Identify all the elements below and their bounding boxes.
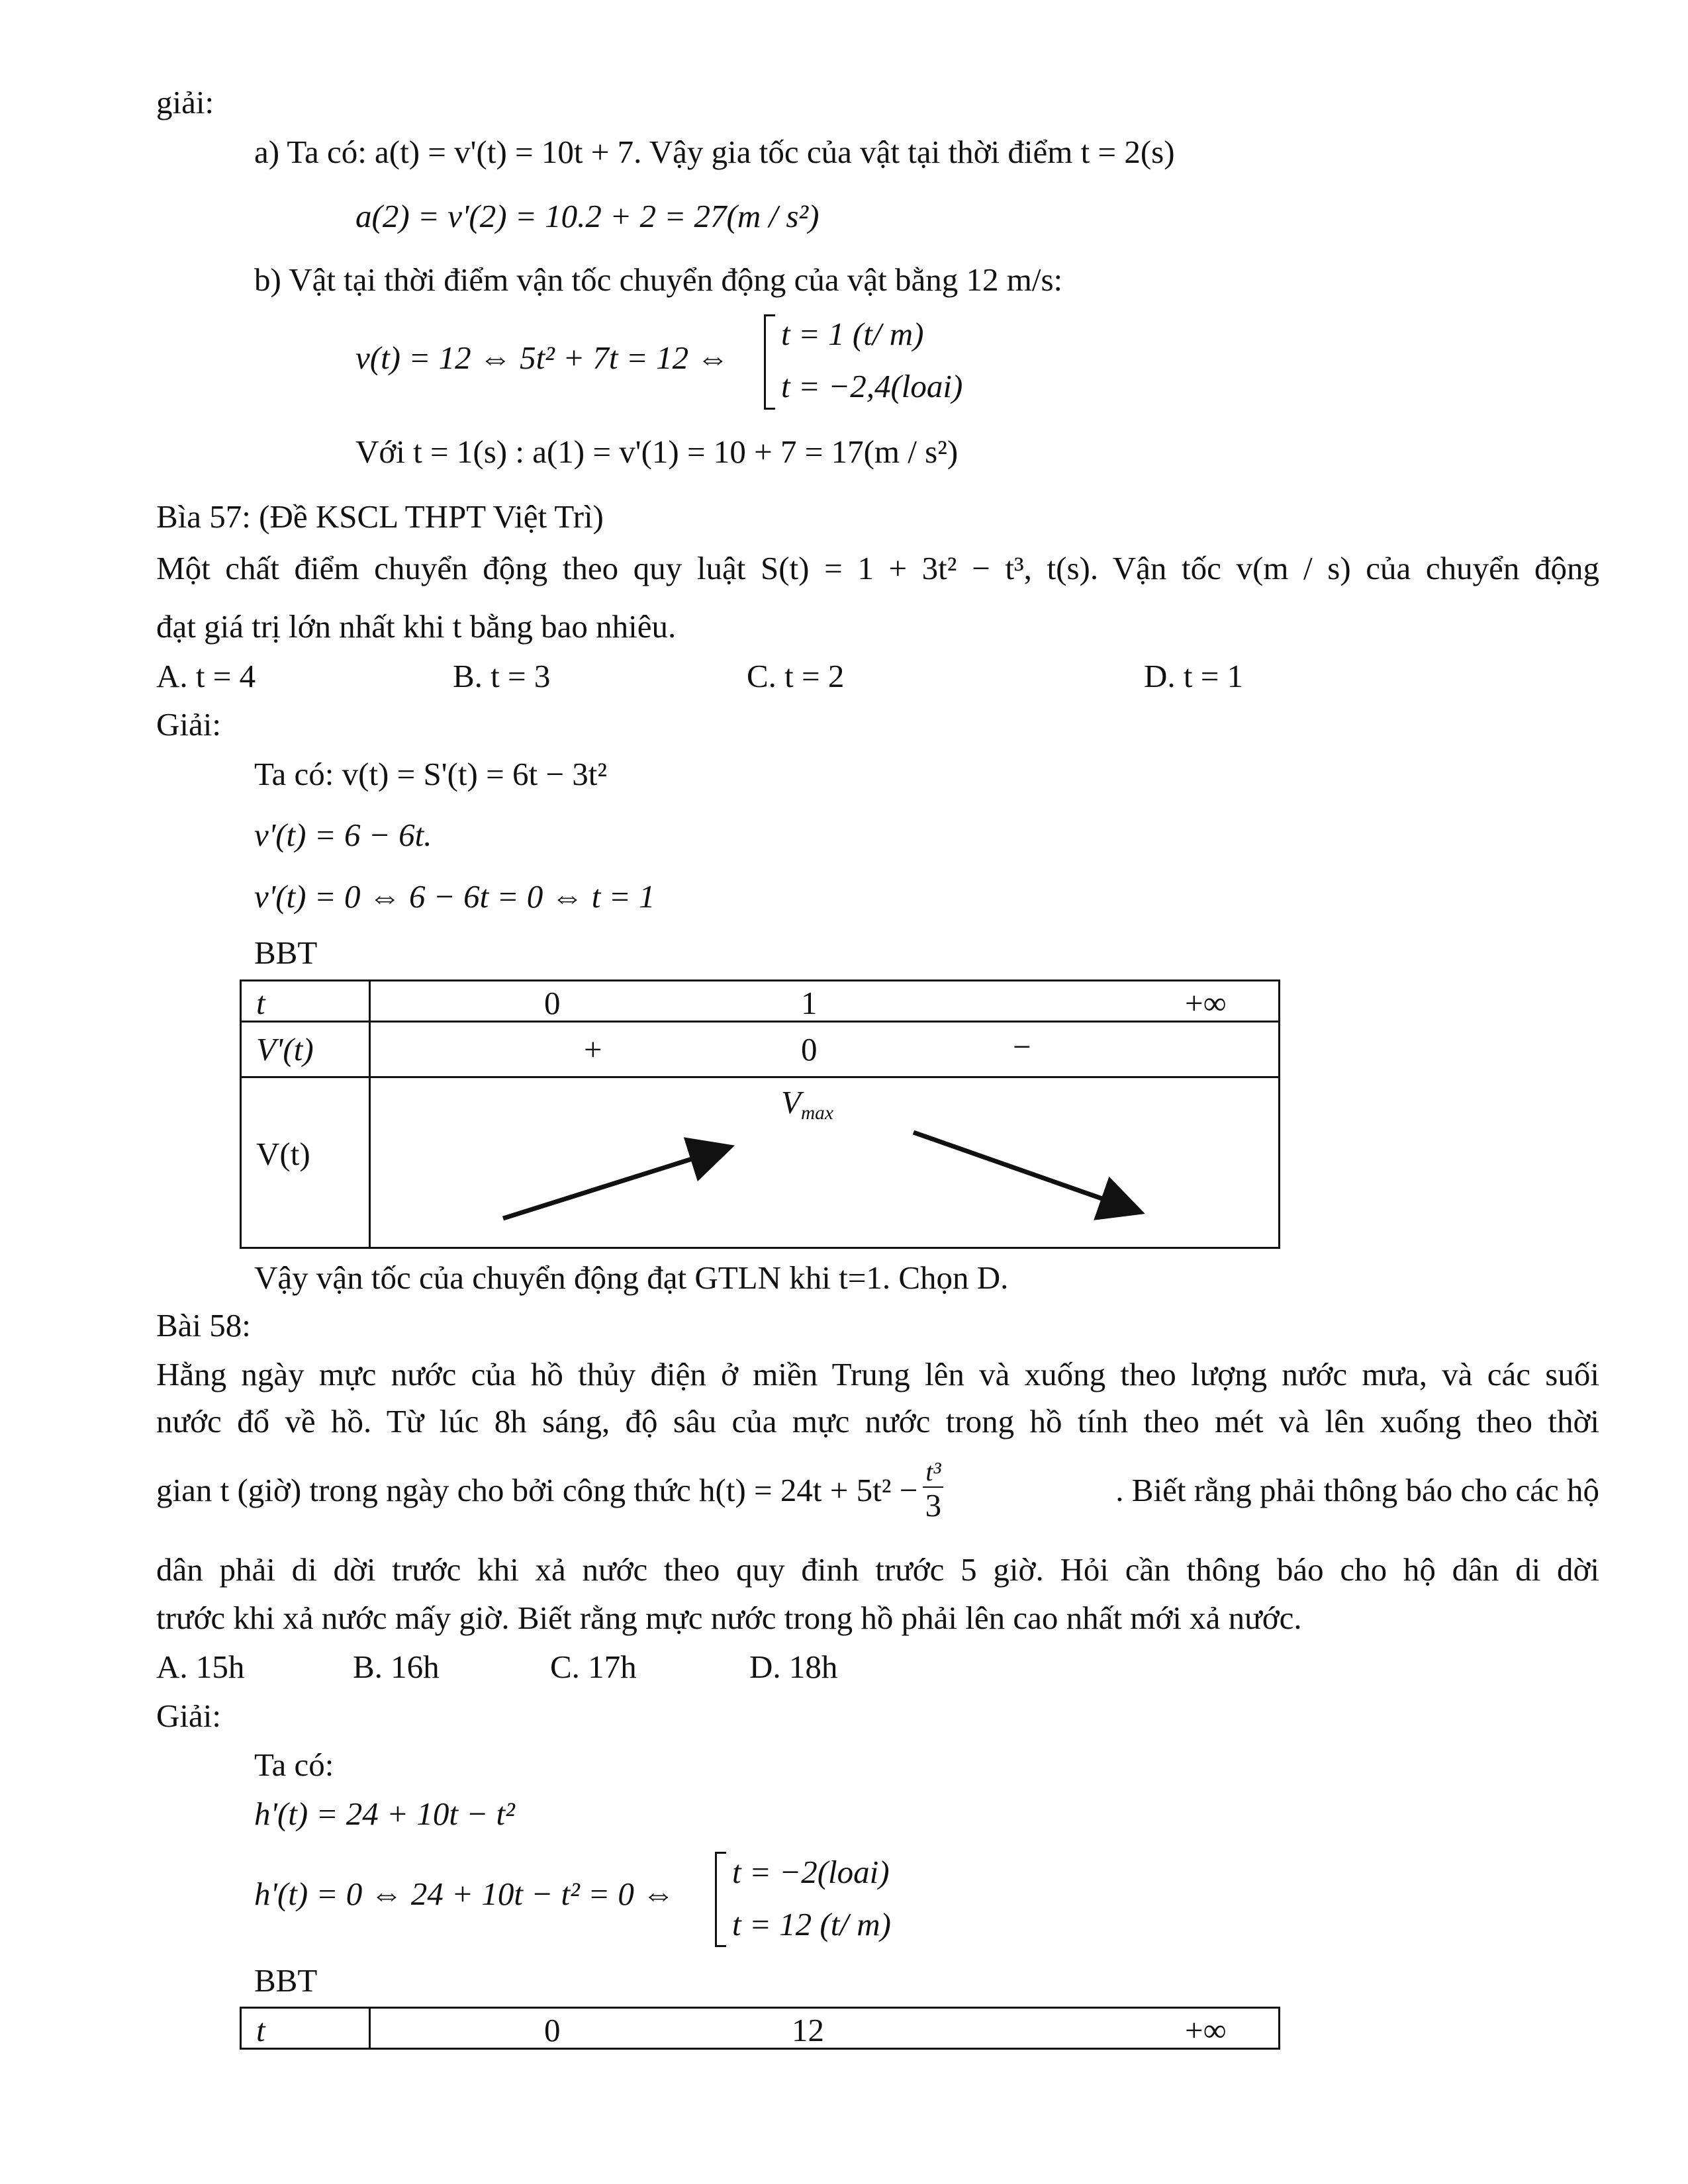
- table-t-inf: +∞: [1185, 985, 1227, 1021]
- option-c: C. t = 2: [747, 658, 845, 694]
- case-1: t = 1 (t/ m): [781, 316, 924, 352]
- table58-row-t-label: t: [256, 2012, 265, 2048]
- option-d-58: D. 18h: [749, 1649, 838, 1685]
- step-3: v'(t) = 0 ⇔ 6 − 6t = 0 ⇔ t = 1: [254, 878, 655, 915]
- step-2: v'(t) = 6 − 6t.: [254, 817, 432, 853]
- option-a: A. t = 4: [156, 658, 256, 694]
- table58-t-inf: +∞: [1185, 2012, 1227, 2048]
- table-sign-minus: −: [1013, 1028, 1031, 1065]
- option-b-58: B. 16h: [353, 1649, 440, 1685]
- part-a-line: a) Ta có: a(t) = v'(t) = 10t + 7. Vậy gia tốc của vật tại thời điểm t = 2(s): [254, 134, 1175, 170]
- problem-58-p4: dân phải di dời trước khi xả nước theo quy đinh trước 5 giờ. Hỏi cần thông báo cho hộ dân di dời: [156, 1551, 1599, 1588]
- step-1-58: h'(t) = 24 + 10t − t²: [254, 1796, 515, 1832]
- case-1-58: t = −2(loai): [732, 1854, 890, 1890]
- bbt-label-57: BBT: [254, 934, 318, 971]
- problem-58-p3: [156, 1457, 1599, 1524]
- part-a-calc: a(2) = v'(2) = 10.2 + 2 = 27(m / s²): [355, 198, 820, 234]
- table-vmax: $V_{max}$: [781, 1084, 833, 1124]
- problem-58-p2: nước đổ về hồ. Từ lúc 8h sáng, độ sâu của mực nước trong hồ tính theo mét và lên xuống theo thời: [156, 1403, 1599, 1439]
- solution-label-58: Giải:: [156, 1698, 221, 1734]
- table-sign-plus: +: [584, 1031, 602, 1068]
- table58-t-12: 12: [792, 2012, 824, 2048]
- table58-t-0: 0: [544, 2012, 561, 2048]
- table-sign-zero: 0: [801, 1031, 818, 1068]
- table-row-t-label: t: [256, 985, 265, 1021]
- fraction-denominator: 3: [925, 1487, 942, 1524]
- fraction-numerator: t³: [923, 1457, 943, 1488]
- decreasing-arrow: [914, 1132, 1132, 1209]
- option-d: D. t = 1: [1144, 658, 1244, 694]
- variation-table-58: [240, 2007, 1280, 2050]
- formula-end: . Biết rằng phải thông báo cho các hộ: [1115, 1472, 1599, 1509]
- case-bracket: [764, 314, 775, 410]
- step-1: Ta có: v(t) = S'(t) = 6t − 3t²: [254, 756, 608, 792]
- part-b-equation: v(t) = 12 ⇔ 5t² + 7t = 12 ⇔: [355, 340, 729, 376]
- problem-57-title: Bìa 57: (Đề KSCL THPT Việt Trì): [156, 498, 604, 535]
- table-row-v-label: V(t): [256, 1136, 310, 1172]
- table-arrows: [371, 1078, 1279, 1249]
- solution-label: giải:: [156, 84, 214, 120]
- case-2-58: t = 12 (t/ m): [732, 1906, 891, 1942]
- problem-58-p5: trước khi xả nước mấy giờ. Biết rằng mực nước trong hồ phải lên cao nhất mới xả nước.: [156, 1600, 1302, 1636]
- table-t-0: 0: [544, 985, 561, 1021]
- problem-57-q2: đạt giá trị lớn nhất khi t bằng bao nhiêu.: [156, 608, 677, 645]
- case-2: t = −2,4(loai): [781, 368, 963, 404]
- formula-start: gian t (giờ) trong ngày cho bởi công thức h(t) = 24t + 5t² −: [156, 1472, 918, 1509]
- bbt-label-58: BBT: [254, 1962, 318, 1999]
- part-b-line: b) Vật tại thời điểm vận tốc chuyển động của vật bằng 12 m/s:: [254, 261, 1063, 298]
- variation-table-57: [240, 979, 1280, 1249]
- with-line: Với t = 1(s) : a(1) = v'(1) = 10 + 7 = 17(m / s²): [355, 433, 959, 470]
- formula-fraction: [923, 1457, 943, 1524]
- table-t-1: 1: [801, 985, 818, 1021]
- increasing-arrow: [503, 1150, 722, 1218]
- conclusion-57: Vậy vận tốc của chuyển động đạt GTLN khi t=1. Chọn D.: [254, 1259, 1009, 1296]
- step-2-58: h'(t) = 0 ⇔ 24 + 10t − t² = 0 ⇔: [254, 1876, 675, 1912]
- problem-57-q1: Một chất điểm chuyển động theo quy luật S(t) = 1 + 3t² − t³, t(s). Vận tốc v(m / s) của chuyển động: [156, 550, 1599, 586]
- option-b: B. t = 3: [453, 658, 551, 694]
- table-row-derivative-label: V'(t): [256, 1031, 314, 1068]
- option-a-58: A. 15h: [156, 1649, 245, 1685]
- step-0-58: Ta có:: [254, 1747, 334, 1783]
- problem-58-title: Bài 58:: [156, 1307, 251, 1343]
- case-bracket-58: [715, 1852, 726, 1947]
- problem-58-p1: Hằng ngày mực nước của hồ thủy điện ở miền Trung lên và xuống theo lượng nước mưa, và các suối: [156, 1356, 1599, 1392]
- solution-label-57: Giải:: [156, 706, 221, 743]
- option-c-58: C. 17h: [550, 1649, 637, 1685]
